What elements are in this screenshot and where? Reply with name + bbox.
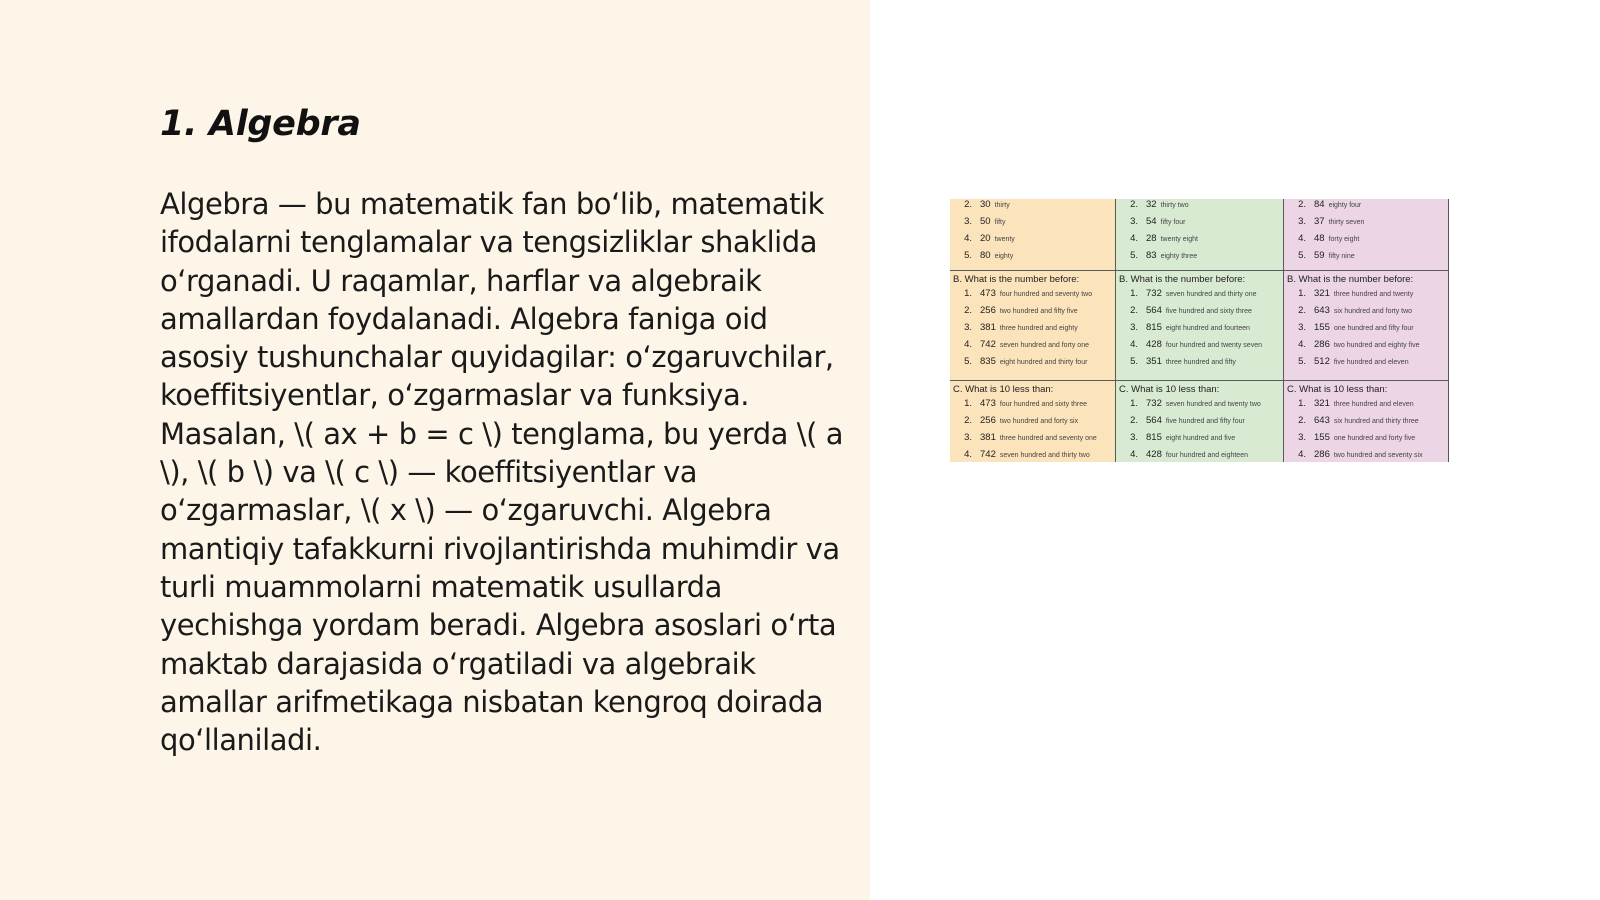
item-value: 84 — [1314, 199, 1325, 210]
item-value: 48 — [1314, 233, 1325, 244]
item-number: 2. — [964, 305, 972, 316]
worksheet-item — [950, 432, 1115, 449]
item-number: 4. — [964, 233, 972, 244]
item-words: fifty — [994, 219, 1006, 226]
item-value: 155 — [1314, 322, 1330, 333]
worksheet-item — [1284, 305, 1448, 322]
item-words: eighty — [994, 253, 1014, 260]
item-words: seven hundred and twenty two — [1165, 401, 1261, 408]
worksheet-section-heading: C. What is 10 less than: — [1287, 384, 1388, 395]
worksheet-item — [1284, 415, 1448, 432]
item-number: 2. — [1298, 199, 1306, 210]
worksheet-item — [1284, 199, 1448, 216]
item-words: seven hundred and thirty one — [1165, 291, 1257, 298]
worksheet-item — [950, 415, 1115, 432]
item-value: 83 — [1146, 250, 1157, 261]
item-number: 3. — [964, 432, 972, 443]
worksheet-item — [1116, 216, 1283, 233]
worksheet-cell — [950, 381, 1116, 462]
item-words: two hundred and seventy six — [1333, 452, 1423, 459]
item-words: three hundred and fifty — [1165, 359, 1236, 366]
item-value: 732 — [1146, 398, 1162, 409]
item-number: 1. — [964, 398, 972, 409]
worksheet-cell — [1284, 199, 1448, 271]
item-words: twenty eight — [1160, 236, 1198, 243]
worksheet-item — [1116, 233, 1283, 250]
worksheet-item — [1284, 339, 1448, 356]
item-number: 3. — [1130, 322, 1138, 333]
item-value: 732 — [1146, 288, 1162, 299]
worksheet-cell — [1284, 271, 1448, 381]
item-value: 59 — [1314, 250, 1325, 261]
item-value: 155 — [1314, 432, 1330, 443]
item-value: 50 — [980, 216, 991, 227]
item-number: 3. — [1130, 216, 1138, 227]
worksheet-item — [1116, 250, 1283, 267]
worksheet-item — [1284, 288, 1448, 305]
item-words: five hundred and fifty four — [1165, 418, 1245, 425]
worksheet-cell — [1116, 271, 1284, 381]
item-value: 815 — [1146, 322, 1162, 333]
item-value: 286 — [1314, 449, 1330, 460]
item-number: 5. — [964, 250, 972, 261]
item-number: 4. — [964, 339, 972, 350]
worksheet-item — [1116, 322, 1283, 339]
worksheet-item — [1116, 199, 1283, 216]
item-value: 286 — [1314, 339, 1330, 350]
item-words: four hundred and twenty seven — [1165, 342, 1262, 349]
item-number: 1. — [1298, 398, 1306, 409]
worksheet-item — [1116, 432, 1283, 449]
item-number: 5. — [1130, 250, 1138, 261]
worksheet-item — [950, 199, 1115, 216]
item-words: thirty seven — [1328, 219, 1365, 226]
worksheet-image — [950, 199, 1449, 462]
worksheet-item — [950, 339, 1115, 356]
worksheet-item — [1284, 449, 1448, 462]
item-words: eighty four — [1328, 202, 1362, 209]
item-words: fifty nine — [1328, 253, 1355, 260]
item-value: 742 — [980, 449, 996, 460]
item-number: 4. — [1130, 339, 1138, 350]
worksheet-cell — [950, 199, 1116, 271]
worksheet-item — [950, 216, 1115, 233]
item-words: four hundred and sixty three — [999, 401, 1088, 408]
item-number: 5. — [964, 356, 972, 367]
slide-title: 1. Algebra — [160, 104, 361, 144]
worksheet-item — [950, 233, 1115, 250]
item-value: 54 — [1146, 216, 1157, 227]
worksheet-item — [1116, 398, 1283, 415]
worksheet-list — [1116, 288, 1283, 373]
worksheet-cell — [1116, 381, 1284, 462]
item-words: three hundred and eleven — [1333, 401, 1414, 408]
item-value: 321 — [1314, 398, 1330, 409]
item-value: 256 — [980, 415, 996, 426]
worksheet-list — [1116, 199, 1283, 267]
item-words: fifty four — [1160, 219, 1186, 226]
worksheet-list — [950, 288, 1115, 373]
item-number: 4. — [1130, 233, 1138, 244]
worksheet-item — [1116, 288, 1283, 305]
item-words: eight hundred and thirty four — [999, 359, 1088, 366]
worksheet-item — [1284, 432, 1448, 449]
item-value: 381 — [980, 322, 996, 333]
item-words: seven hundred and forty one — [999, 342, 1089, 349]
item-value: 428 — [1146, 339, 1162, 350]
worksheet-item — [950, 322, 1115, 339]
item-value: 643 — [1314, 305, 1330, 316]
item-words: four hundred and seventy two — [999, 291, 1093, 298]
worksheet-section-heading: B. What is the number before: — [953, 274, 1080, 285]
item-number: 1. — [1130, 288, 1138, 299]
item-value: 256 — [980, 305, 996, 316]
item-words: three hundred and twenty — [1333, 291, 1414, 298]
worksheet-section-heading: B. What is the number before: — [1287, 274, 1414, 285]
worksheet-item — [950, 449, 1115, 462]
worksheet-item — [1284, 398, 1448, 415]
item-value: 37 — [1314, 216, 1325, 227]
worksheet-item — [1116, 449, 1283, 462]
item-number: 1. — [1130, 398, 1138, 409]
item-words: thirty — [994, 202, 1010, 209]
worksheet-section-heading: C. What is 10 less than: — [1119, 384, 1220, 395]
item-words: eight hundred and five — [1165, 435, 1236, 442]
worksheet-list — [1284, 288, 1448, 373]
worksheet-item — [950, 250, 1115, 267]
item-number: 4. — [964, 449, 972, 460]
item-number: 4. — [1298, 339, 1306, 350]
item-words: two hundred and eighty five — [1333, 342, 1420, 349]
item-number: 1. — [1298, 288, 1306, 299]
item-number: 2. — [1298, 415, 1306, 426]
item-words: one hundred and forty five — [1333, 435, 1416, 442]
item-words: seven hundred and thirty two — [999, 452, 1090, 459]
item-words: five hundred and eleven — [1333, 359, 1409, 366]
item-number: 2. — [1130, 415, 1138, 426]
worksheet-item — [1284, 356, 1448, 373]
item-number: 3. — [1298, 432, 1306, 443]
item-words: eighty three — [1160, 253, 1198, 260]
worksheet-cell — [950, 271, 1116, 381]
item-value: 564 — [1146, 305, 1162, 316]
item-number: 2. — [964, 415, 972, 426]
worksheet-item — [1284, 233, 1448, 250]
worksheet-list — [1116, 398, 1283, 462]
item-number: 2. — [1130, 305, 1138, 316]
item-words: thirty two — [1160, 202, 1189, 209]
item-words: five hundred and sixty three — [1165, 308, 1252, 315]
item-value: 835 — [980, 356, 996, 367]
item-value: 20 — [980, 233, 991, 244]
item-value: 32 — [1146, 199, 1157, 210]
item-words: four hundred and eighteen — [1165, 452, 1248, 459]
item-value: 321 — [1314, 288, 1330, 299]
item-words: three hundred and seventy one — [999, 435, 1097, 442]
item-number: 5. — [1130, 356, 1138, 367]
item-value: 80 — [980, 250, 991, 261]
item-number: 4. — [1298, 449, 1306, 460]
item-words: two hundred and forty six — [999, 418, 1079, 425]
item-words: one hundred and fifty four — [1333, 325, 1414, 332]
item-value: 473 — [980, 288, 996, 299]
item-words: six hundred and thirty three — [1333, 418, 1419, 425]
item-number: 3. — [1298, 322, 1306, 333]
worksheet-item — [950, 398, 1115, 415]
worksheet-item — [1116, 415, 1283, 432]
item-value: 28 — [1146, 233, 1157, 244]
item-number: 5. — [1298, 250, 1306, 261]
item-value: 351 — [1146, 356, 1162, 367]
item-value: 742 — [980, 339, 996, 350]
worksheet-list — [1284, 199, 1448, 267]
worksheet-item — [950, 356, 1115, 373]
worksheet-section-heading: B. What is the number before: — [1119, 274, 1246, 285]
item-number: 5. — [1298, 356, 1306, 367]
item-number: 2. — [964, 199, 972, 210]
slide-body-text: Algebra — bu matematik fan bo‘lib, matematik ifodalarni tenglamalar va tengsizliklar shaklida o‘rganadi. U raqamlar, harflar va algebraik amallardan foydalanadi. Algebra faniga oid asosiy tushunchalar quyidagilar: o‘zgaruvchilar, koeffitsiyentlar, o‘zgarmaslar va funksiya. Masalan, \( ax + b = c \) tenglama, bu yerda \( a \), \( b \) va \( c \) — koeffitsiyentlar va o‘zgarmaslar, \( x \) — o‘zgaruvchi. Algebra mantiqiy tafakkurni rivojlantirishda muhimdir va turli muammolarni matematik usullarda yechishga yordam beradi. Algebra asoslari o‘rta maktab darajasida o‘rgatiladi va algebraik amallar arifmetikaga nisbatan kengroq doirada qo‘llaniladi. — [160, 187, 844, 758]
worksheet-item — [950, 288, 1115, 305]
item-number: 4. — [1298, 233, 1306, 244]
item-value: 643 — [1314, 415, 1330, 426]
worksheet-item — [1116, 305, 1283, 322]
item-words: two hundred and fifty five — [999, 308, 1078, 315]
item-number: 2. — [1130, 199, 1138, 210]
worksheet-list — [1284, 398, 1448, 462]
item-words: six hundred and forty two — [1333, 308, 1413, 315]
item-number: 4. — [1130, 449, 1138, 460]
item-number: 2. — [1298, 305, 1306, 316]
item-value: 381 — [980, 432, 996, 443]
worksheet-item — [950, 305, 1115, 322]
item-words: three hundred and eighty — [999, 325, 1078, 332]
item-value: 815 — [1146, 432, 1162, 443]
item-value: 428 — [1146, 449, 1162, 460]
worksheet-item — [1116, 339, 1283, 356]
worksheet-section-heading: C. What is 10 less than: — [953, 384, 1054, 395]
item-value: 512 — [1314, 356, 1330, 367]
worksheet-list — [950, 398, 1115, 462]
item-number: 1. — [964, 288, 972, 299]
worksheet-item — [1284, 250, 1448, 267]
item-words: forty eight — [1328, 236, 1360, 243]
item-value: 30 — [980, 199, 991, 210]
worksheet-cell — [1284, 381, 1448, 462]
worksheet-list — [950, 199, 1115, 267]
item-number: 3. — [1130, 432, 1138, 443]
item-number: 3. — [964, 322, 972, 333]
item-words: twenty — [994, 236, 1015, 243]
worksheet-item — [1116, 356, 1283, 373]
item-number: 3. — [964, 216, 972, 227]
item-words: eight hundred and fourteen — [1165, 325, 1250, 332]
worksheet-cell — [1116, 199, 1284, 271]
worksheet-item — [1284, 322, 1448, 339]
worksheet-item — [1284, 216, 1448, 233]
item-value: 564 — [1146, 415, 1162, 426]
item-value: 473 — [980, 398, 996, 409]
item-number: 3. — [1298, 216, 1306, 227]
